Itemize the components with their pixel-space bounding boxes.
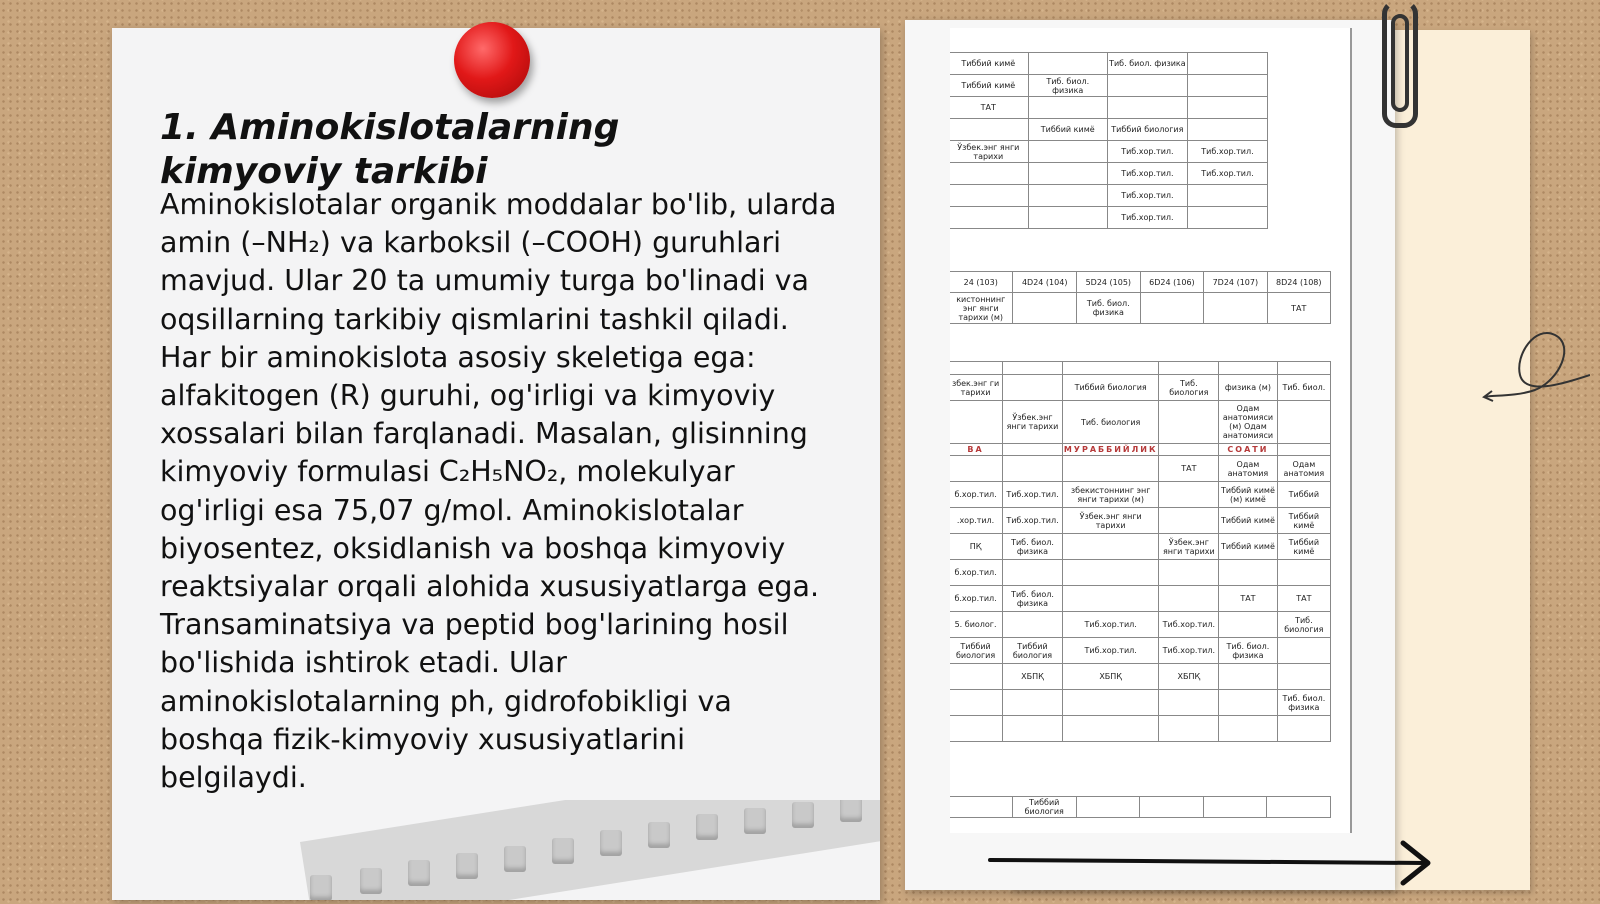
schedule-cell: Тиб. биол. физика [1107,53,1187,75]
schedule-cell [1219,716,1278,742]
schedule-cell: 4D24 (104) [1013,272,1076,293]
schedule-cell [1159,586,1219,612]
schedule-cell: Тиббий кимё [950,53,1028,75]
schedule-cell: Тиб.хор.тил. [1062,612,1159,638]
schedule-cell [1219,612,1278,638]
schedule-row [950,508,1331,534]
loop-arrow-doodle-icon [1480,315,1590,405]
schedule-row [950,272,1331,293]
schedule-cell [1076,797,1140,818]
schedule-cell: Тиббий кимё [1219,508,1278,534]
schedule-cell [1159,401,1219,444]
schedule-cell [1003,456,1063,482]
schedule-cell: 7D24 (107) [1204,272,1267,293]
schedule-cell: Тиб.хор.тил. [1107,207,1187,229]
schedule-cell: Тиб.хор.тил. [1003,508,1063,534]
schedule-cell: Тиб. биол. физика [1219,638,1278,664]
schedule-row [950,207,1268,229]
schedule-cell [1187,53,1267,75]
schedule-row [950,534,1331,560]
schedule-row [950,482,1331,508]
schedule-cell: Одам анатомия [1219,456,1278,482]
schedule-cell: МУРАББИЙЛИК [1063,445,1158,454]
schedule-cell [950,456,1003,482]
schedule-cell [1003,362,1063,375]
schedule-cell: Ўзбек.энг янги тарихи [1062,508,1159,534]
schedule-cell [1062,534,1159,560]
schedule-cell: 6D24 (106) [1140,272,1203,293]
schedule-cell: Тиббий биология [1012,797,1076,818]
schedule-row [950,456,1331,482]
schedule-row [950,797,1331,818]
schedule-cell: Тиб.хор.тил. [1159,638,1219,664]
schedule-row [950,163,1268,185]
schedule-cell: ТАТ [1277,586,1330,612]
schedule-cell: Тиб. биол. [1277,375,1330,401]
schedule-cell: б.хор.тил. [950,586,1003,612]
schedule-cell [1277,401,1330,444]
schedule-cell [950,716,1003,742]
schedule-cell [950,163,1028,185]
schedule-cell [1187,75,1267,97]
schedule-cell: Тиб.хор.тил. [1107,185,1187,207]
schedule-cell: физика (м) [1219,375,1278,401]
schedule-row [950,560,1331,586]
schedule-cell: Тиб. биол. физика [1277,690,1330,716]
schedule-row [950,75,1268,97]
schedule-table-groups [950,271,1331,324]
schedule-cell: Тиб. биол. физика [1003,534,1063,560]
schedule-cell [1159,560,1219,586]
schedule-cell [1003,375,1063,401]
schedule-cell: ПҚ [950,534,1003,560]
schedule-cell: Тиббий кимё [950,75,1028,97]
schedule-cell: Тиббий кимё (м) кимё [1219,482,1278,508]
schedule-cell: Одам анатомияси (м) Одам анатомияси [1219,401,1278,444]
schedule-cell [1062,716,1159,742]
schedule-row [950,690,1331,716]
schedule-cell: .хор.тил. [950,508,1003,534]
schedule-cell [1267,797,1331,818]
schedule-cell [1219,560,1278,586]
schedule-row [950,586,1331,612]
schedule-cell: Тиб.хор.тил. [1107,141,1187,163]
schedule-cell [1187,185,1267,207]
schedule-cell [950,185,1028,207]
schedule-cell [1219,664,1278,690]
schedule-cell [1159,444,1219,456]
schedule-cell: Тиб. биол. физика [1003,586,1063,612]
schedule-cell: СОАТИ [1219,444,1278,456]
schedule-cell [1159,482,1219,508]
schedule-cell: Тиб. биология [1062,401,1159,444]
schedule-cell [1277,560,1330,586]
schedule-cell [1028,185,1107,207]
schedule-cell: б.хор.тил. [950,482,1003,508]
schedule-cell: Тиббий биология [1062,375,1159,401]
schedule-cell: Тиб.хор.тил. [1187,163,1267,185]
schedule-cell [1187,207,1267,229]
schedule-cell [1028,141,1107,163]
schedule-cell [1062,456,1159,482]
schedule-cell: Тиббий [1277,482,1330,508]
schedule-cell: Ўзбек.энг янги тарихи [1159,534,1219,560]
schedule-cell: Одам анатомия [1277,456,1330,482]
schedule-cell [1003,560,1063,586]
schedule-table-main [950,361,1331,742]
schedule-cell: 5. биолог. [950,612,1003,638]
schedule-cell: Тиббий биология [1107,119,1187,141]
schedule-cell [1187,119,1267,141]
schedule-cell [1219,690,1278,716]
schedule-cell [1159,716,1219,742]
schedule-cell: 24 (103) [950,272,1013,293]
schedule-cell [1140,293,1203,324]
schedule-cell [950,797,1012,818]
schedule-row [950,141,1268,163]
schedule-cell [950,664,1003,690]
schedule-cell [1003,690,1063,716]
schedule-cell [1277,664,1330,690]
schedule-cell [1219,362,1278,375]
schedule-cell: ХБПҚ [1062,664,1159,690]
schedule-cell [1013,293,1076,324]
schedule-cell [950,362,1003,375]
schedule-cell [1107,75,1187,97]
schedule-cell [1277,362,1330,375]
schedule-cell [1003,716,1063,742]
schedule-row [950,444,1331,456]
schedule-cell [1003,612,1063,638]
right-arrow-icon [985,838,1445,888]
schedule-cell: кистоннинг энг янги тарихи (м) [950,293,1013,324]
schedule-cell: Тиббий кимё [1028,119,1107,141]
schedule-cell: ТАТ [1267,293,1330,324]
schedule-row [950,97,1268,119]
schedule-cell [1277,716,1330,742]
schedule-cell: Тиббий кимё [1277,534,1330,560]
schedule-cell: Тиб.хор.тил. [1062,638,1159,664]
pushpin-icon [454,22,530,98]
schedule-cell [1062,586,1159,612]
schedule-cell [1159,690,1219,716]
schedule-row [950,375,1331,401]
schedule-table-bottom [950,796,1331,818]
schedule-cell [1277,444,1330,456]
schedule-cell [1028,207,1107,229]
schedule-cell: Тиб. биология [1277,612,1330,638]
schedule-cell [1159,508,1219,534]
schedule-cell: Ўзбек.энг янги тарихи [950,141,1028,163]
schedule-cell: Тиб. биология [1159,375,1219,401]
schedule-cell [1140,797,1204,818]
schedule-row [950,716,1331,742]
schedule-row [950,185,1268,207]
schedule-row [950,638,1331,664]
paperclip-inner-icon [1391,14,1409,112]
schedule-cell: Тиб.хор.тил. [1187,141,1267,163]
schedule-cell: Тиббий биология [950,638,1003,664]
schedule-cell: ХБПҚ [1003,664,1063,690]
schedule-cell: збекистоннинг энг янги тарихи (м) [1062,482,1159,508]
schedule-cell: Тиб. биол. физика [1076,293,1140,324]
schedule-cell [950,401,1003,444]
schedule-photo [950,28,1352,833]
schedule-cell: 8D24 (108) [1267,272,1330,293]
schedule-cell [1107,97,1187,119]
schedule-cell [1187,97,1267,119]
schedule-cell [950,690,1003,716]
schedule-cell [1028,163,1107,185]
slide-title: 1. Aminokislotalarning kimyoviy tarkibi [160,107,620,192]
schedule-cell: ТАТ [1219,586,1278,612]
schedule-table-top [950,52,1268,229]
schedule-row [950,53,1268,75]
schedule-cell: ТАТ [1159,456,1219,482]
schedule-cell: Тиб.хор.тил. [1107,163,1187,185]
schedule-cell: Тиббий биология [1003,638,1063,664]
schedule-cell [950,207,1028,229]
slide-paragraph: Aminokislotalar organik moddalar bo'lib, ularda amin (–NH₂) va karboksil (–COOH) guruhlari mavjud. Ular 20 ta umumiy turga bo'linadi va oqsillarning tarkibiy qismlarini tashkil qiladi. Har bir aminokislota asosiy skeletiga ega: alfakitogen (R) guruhi, og'irligi va kimyoviy xossalari bilan farqlanadi. Masalan, glisinning kimyoviy formulasi C₂H₅NO₂, molekulyar og'irligi esa 75,07 g/mol. Aminokislotalar biyosentez, oksidlanish va boshqa kimyoviy reaktsiyalar orqali alohida xususiyatlarga ega. Transaminatsiya va peptid bog'larining hosil bo'lishida ishtirok etadi. Ular aminokislotalarning ph, gidrofobikligi va boshqa fizik-kimyoviy xususiyatlarini belgilaydi. [160,188,837,795]
schedule-cell: Тиб.хор.тил. [1159,612,1219,638]
schedule-cell: б.хор.тил. [950,560,1003,586]
schedule-cell: Тиб.хор.тил. [1003,482,1063,508]
schedule-cell: ТАТ [950,97,1028,119]
schedule-row [950,401,1331,444]
schedule-cell: 5D24 (105) [1076,272,1140,293]
schedule-row [950,612,1331,638]
schedule-cell: Тиббий кимё [1219,534,1278,560]
schedule-cell [1062,560,1159,586]
torn-notebook-strip [300,800,880,900]
schedule-row [950,119,1268,141]
schedule-cell [1159,362,1219,375]
schedule-cell: Тиб. биол. физика [1028,75,1107,97]
schedule-cell [1277,638,1330,664]
schedule-cell [1062,362,1159,375]
schedule-cell [1003,444,1063,456]
schedule-cell: Ўзбек.энг янги тарихи [1003,401,1063,444]
schedule-cell [1204,293,1267,324]
schedule-row [950,664,1331,690]
schedule-cell [950,119,1028,141]
schedule-cell: Тиббий кимё [1277,508,1330,534]
schedule-cell: ВА [950,444,1003,456]
schedule-cell [1062,690,1159,716]
schedule-cell: збек.энг ги тарихи [950,375,1003,401]
schedule-row [950,362,1331,375]
schedule-cell [1028,53,1107,75]
schedule-cell [1028,97,1107,119]
schedule-cell: ХБПҚ [1159,664,1219,690]
schedule-cell [1203,797,1267,818]
schedule-row [950,293,1331,324]
